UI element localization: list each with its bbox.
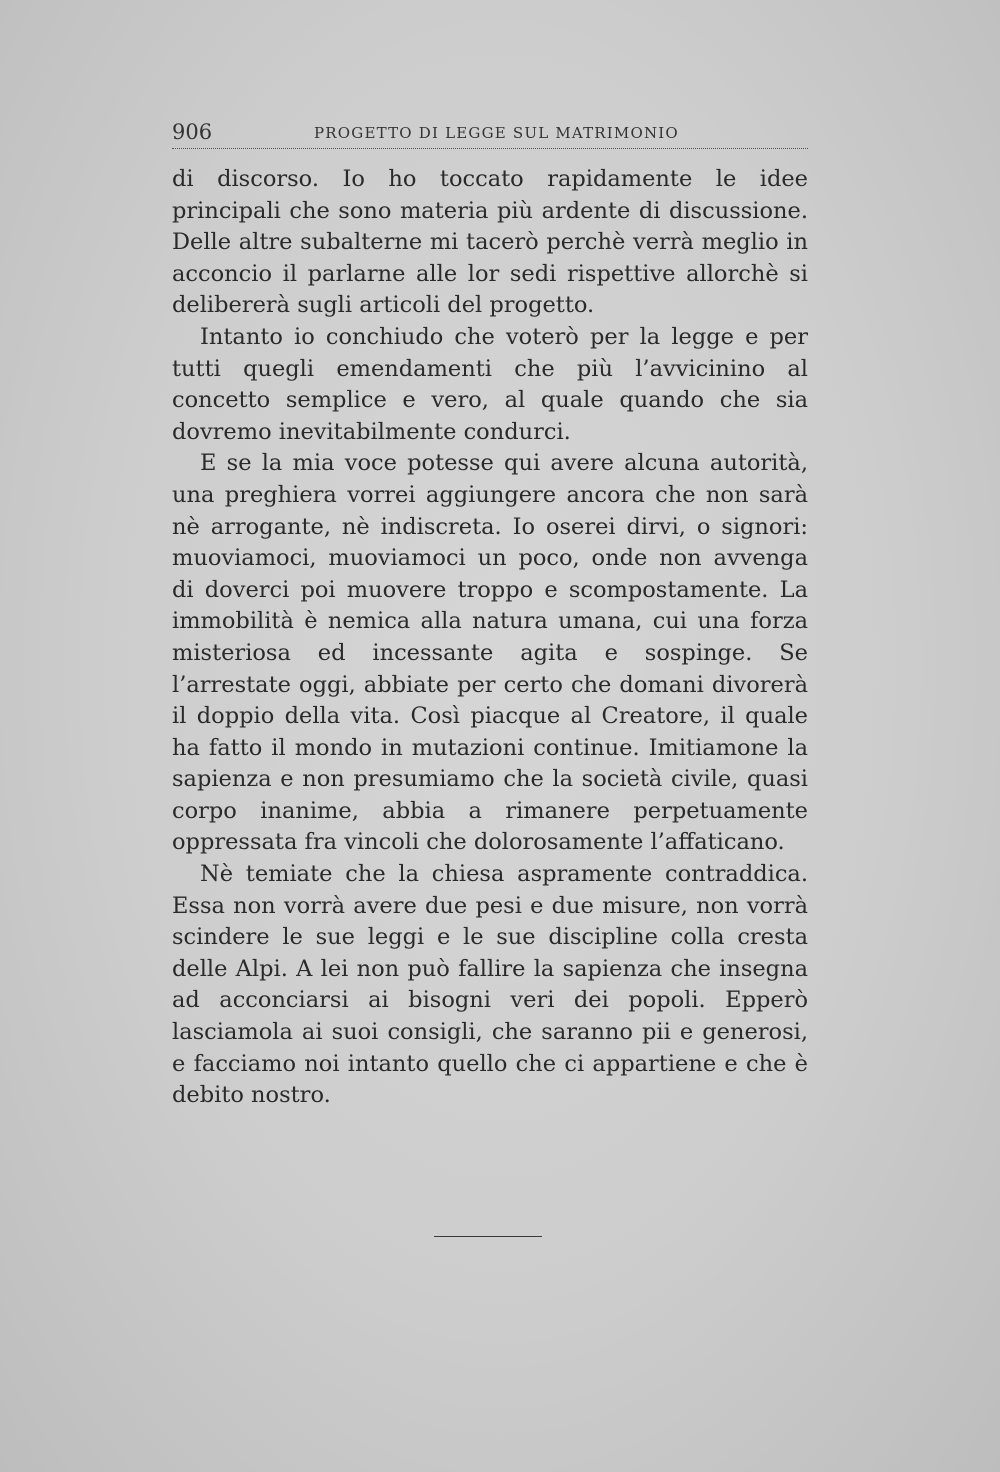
running-title: PROGETTO DI LEGGE SUL MATRIMONIO <box>314 124 679 142</box>
body-text <box>172 164 808 1112</box>
paragraph: di discorso. Io ho toccato rapidamente le idee principali che sono materia più ardente di discussione. Delle altre subalterne mi tacerò perchè verrà meglio in acconcio il parlarne alle lor sedi rispettive allorchè si delibererà sugli articoli del progetto. <box>172 166 808 319</box>
section-end-rule <box>434 1236 542 1237</box>
paragraph: E se la mia voce potesse qui avere alcuna autorità, una preghiera vorrei aggiungere ancora che non sarà nè arrogante, nè indiscreta. Io oserei dirvi, o signori: muoviamoci, muoviamoci un poco, onde non avvenga di doverci poi muovere troppo e scompostamente. La immobilità è nemica alla natura umana, cui una forza misteriosa ed incessante agita e sospinge. Se l’arrestate oggi, abbiate per certo che domani divorerà il doppio della vita. Così piacque al Creatore, il quale ha fatto il mondo in mutazioni continue. Imitiamone la sapienza e non presumiamo che la società civile, quasi corpo inanime, abbia a rimanere perpetuamente oppressata fra vincoli che dolorosamente l’affaticano. <box>172 450 808 856</box>
paragraph: Intanto io conchiudo che voterò per la legge e per tutti quegli emendamenti che più l’avvicinino al concetto semplice e vero, al quale quando che sia dovremo inevitabilmente condurci. <box>172 323 808 445</box>
page-header <box>172 116 808 149</box>
page-number: 906 <box>172 120 213 144</box>
paragraph: Nè temiate che la chiesa aspramente contraddica. Essa non vorrà avere due pesi e due misure, non vorrà scindere le sue leggi e le sue discipline colla cresta delle Alpi. A lei non può fallire la sapienza che insegna ad acconciarsi ai bisogni veri dei popoli. Epperò lasciamola ai suoi consigli, che saranno pii e generosi, e facciamo noi intanto quello che ci appartiene e che è debito nostro. <box>172 861 808 1109</box>
